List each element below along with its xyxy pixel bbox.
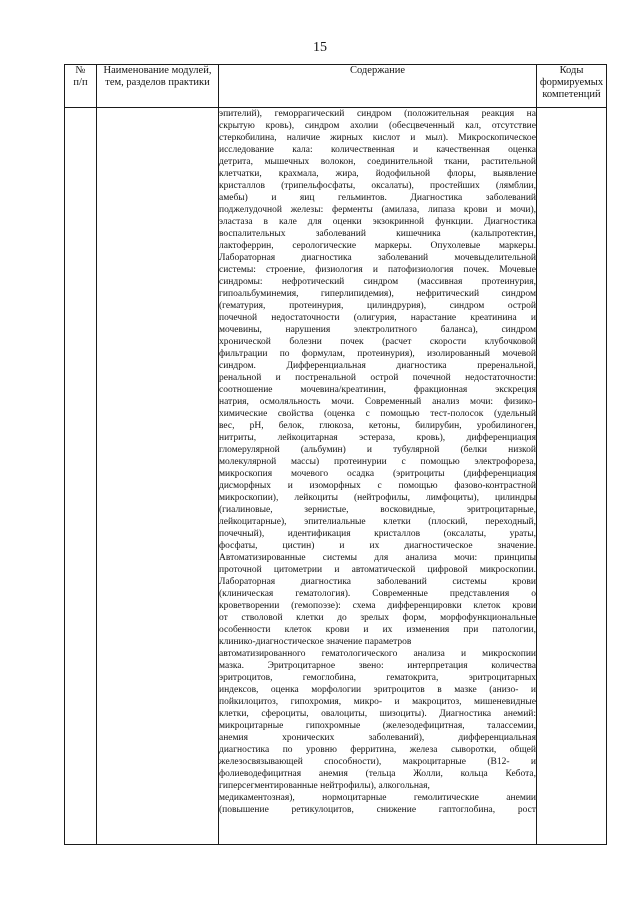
content-line: почечной недостаточности (олигурия, нарастание креатинина и	[219, 313, 536, 323]
content-line: анемия хронических заболеваний), дифференциальная	[219, 733, 536, 743]
content-line: микроцитарные гипохромные (железодефицитная, талассемии,	[219, 721, 536, 731]
content-line: натрия, осмоляльность мочи. Современный анализ мочи: физико-	[219, 397, 536, 407]
content-line: гипоальбуминемия, гиперлипидемия), нефритический синдром	[219, 289, 536, 299]
content-line: скрытую кровь), синдром ахолии (обесцвеченный кал, отсутствие	[219, 121, 536, 131]
content-line: мочевины, нарушения электролитного баланса), синдром	[219, 325, 536, 335]
content-line: (гиалиновые, зернистые, восковидные, эритроцитарные,	[219, 505, 536, 515]
content-line: воспалительных заболеваний кишечника (кальпротектин,	[219, 229, 536, 239]
content-line: фильтрации по формулам, протеинурия), изолированный мочевой	[219, 349, 536, 359]
content-line: (клиническая гематология). Современные представления о	[219, 589, 536, 599]
content-line: особенности клеток крови и их изменения при патологии,	[219, 625, 536, 635]
table-row	[65, 108, 607, 845]
content-line: индексов, оценка морфологии эритроцитов в мазке (анизо- и	[219, 685, 536, 695]
content-line: соотношение мочевина/креатинин, фракционная экскреция	[219, 385, 536, 395]
content-line: диагностика по уровню ферритина, железа сыворотки, общей	[219, 745, 536, 755]
content-line: химические свойства (оценка с помощью тест-полосок (удельный	[219, 409, 536, 419]
content-line: хронической болезни почек (расчет скорости клубочковой	[219, 337, 536, 347]
content-line: медикаментозная), нормоцитарные гемолитические анемии	[219, 793, 536, 803]
content-line: автоматизированного гематологического анализа и микроскопии	[219, 649, 536, 659]
page-number: 15	[313, 40, 327, 55]
content-line: фолиеводефицитная анемия (тельца Жолли, кольца Кебота,	[219, 769, 536, 779]
content-line: железосвязывающей способности), макроцитарные (B12- и	[219, 757, 536, 767]
content-line: фосфаты, цистин) и их диагностическое значение.	[219, 541, 536, 551]
row-content-cell	[219, 108, 537, 845]
content-line: гломерулярной (альбумин) и тубулярной (белки низкой	[219, 445, 536, 455]
content-line: вес, pH, белок, глюкоза, кетоны, билирубин, уробилиноген,	[219, 421, 536, 431]
header-content: Содержание	[219, 65, 537, 108]
content-line: Лабораторная диагностика заболеваний мочевыделительной	[219, 253, 536, 263]
content-line: микроскопии), лейкоциты (нейтрофилы, лимфоциты), цилиндры	[219, 493, 536, 503]
content-text	[219, 108, 536, 816]
header-number	[65, 65, 97, 108]
content-line: эластаза в кале для оценки экзокринной функции. Диагностика	[219, 217, 536, 227]
content-line: клетки, сфероциты, овалоциты, шизоциты). Диагностика анемий:	[219, 709, 536, 719]
content-line: молекулярной массы) протеинурии с помощью электрофореза,	[219, 457, 536, 467]
content-line: системы: строение, физиология и патофизиология почек. Мочевые	[219, 265, 536, 275]
header-module-name: Наименование модулей, тем, разделов практики	[97, 65, 219, 108]
content-line: синдром. Дифференциальная диагностика преренальной,	[219, 361, 536, 371]
content-line: ренальной и постренальной острой почечной недостаточности:	[219, 373, 536, 383]
content-line: исследование кала: количественная и качественная оценка	[219, 145, 536, 155]
curriculum-table	[64, 64, 607, 845]
content-line: почечный), идентификация кристаллов (оксалаты, ураты,	[219, 529, 536, 539]
content-line: синдромы: нефротический синдром (массивная протеинурия,	[219, 277, 536, 287]
content-line: поджелудочной железы: ферменты (амилаза, липаза крови и мочи),	[219, 205, 536, 215]
content-line: от стволовой клетки до зрелых форм, морфофункциональные	[219, 613, 536, 623]
content-line: мазка. Эритроцитарное звено: интерпретация количества	[219, 661, 536, 671]
content-line: лейкоцитарные), эпителиальные клетки (плоский, переходный,	[219, 517, 536, 527]
content-line: (гематурия, протеинурия, цилиндрурия), синдром острой	[219, 301, 536, 311]
content-line: гиперсегментированные нейтрофилы), алкогольная,	[219, 781, 430, 791]
content-line: эпителий), геморрагический синдром (положительная реакция на	[219, 109, 536, 119]
content-line: пойкилоцитоз, гипохромия, микро- и макроцитоз, мишеневидные	[219, 697, 536, 707]
content-line: стеркобилина, наличие жирных кислот и мыл). Микроскопическое	[219, 133, 536, 143]
content-line: клетчатки, крахмала, жира, йодофильной флоры, выявление	[219, 169, 536, 179]
content-line: Автоматизированные системы для анализа мочи: принципы	[219, 553, 536, 563]
content-line: проточной цитометрии и автоматической цифровой микроскопии.	[219, 565, 536, 575]
content-line: лактоферрин, серологические маркеры. Опухолевые маркеры.	[219, 241, 536, 251]
table-header-row	[65, 65, 607, 108]
content-line: микроскопия мочевого осадка (эритроциты (дифференциация	[219, 469, 536, 479]
content-line: детрита, мышечных волокон, соединительной ткани, растительной	[219, 157, 536, 167]
content-line: амебы) и яиц гельминтов. Диагностика заболеваний	[219, 193, 536, 203]
row-module-name-cell	[97, 108, 219, 845]
row-number-cell	[65, 108, 97, 845]
header-number-text: № п/п	[73, 65, 88, 88]
content-line: Лабораторная диагностика заболеваний системы крови	[219, 577, 536, 587]
row-codes-cell	[537, 108, 607, 845]
content-line: эритроцитов, гемоглобина, гематокрита, эритроцитарных	[219, 673, 536, 683]
content-line: кристаллов (трипельфосфаты, оксалаты), простейших (лямблии,	[219, 181, 536, 191]
content-line: кроветворении (гемопоэзе): схема дифференцировки клеток крови	[219, 601, 536, 611]
content-line: (повышение ретикулоцитов, снижение гаптоглобина, рост	[219, 805, 536, 815]
content-line: нитриты, лейкоцитарная эстераза, кровь), дифференциация	[219, 433, 536, 443]
header-competency-codes: Коды формируемых компетенций	[537, 65, 607, 108]
content-line: клинико-диагностическое значение параметров	[219, 637, 412, 647]
content-line: дисморфных и изоморфных с помощью фазово-контрастной	[219, 481, 536, 491]
